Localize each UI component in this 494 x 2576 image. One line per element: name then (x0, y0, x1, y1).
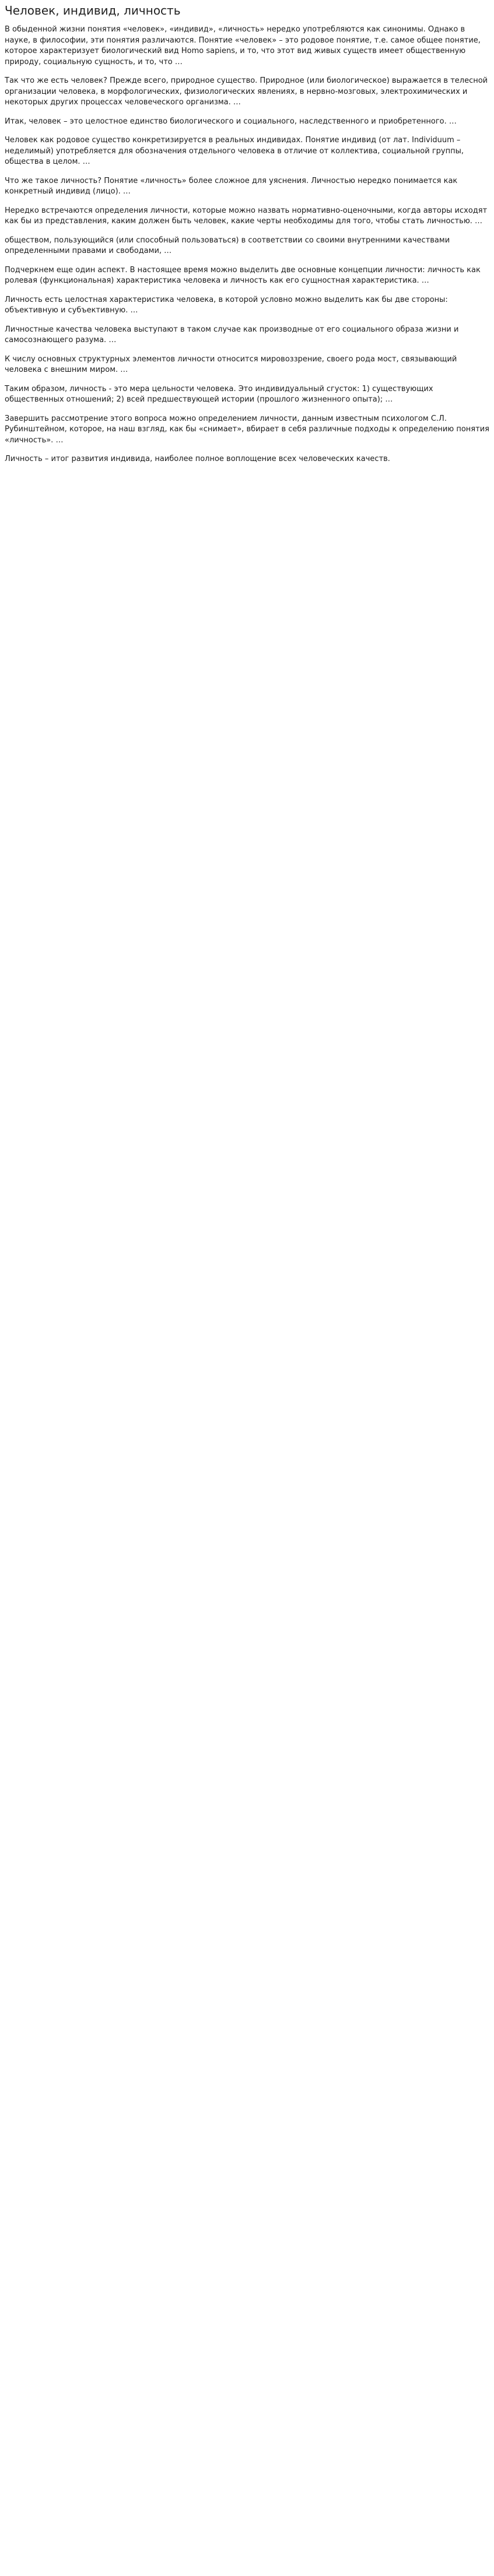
paragraph: обществом, пользующийся (или способный пользоваться) в соответствии со своими внутренними качествами определенными правами и свободами, … (5, 235, 450, 255)
paragraph: Так что же есть человек? Прежде всего, природное существо. Природное (или биологическое) выражается в телесной организации человека, в морфологических, физиологических явлениях, в нервно-мозговых, электрохимических и некоторых других процессах человеческого организма. … (5, 76, 488, 107)
paragraph: Итак, человек – это целостное единство биологического и социального, наследственного и приобретенного. … (5, 117, 457, 126)
article (0, 3, 494, 483)
paragraph: Человек как родовое существо конкретизируется в реальных индивидах. Понятие индивид (от лат. Individuum – неделимый) употребляется для обозначения отдельного человека в отличие от коллектива, социальной группы, общества в целом. … (5, 136, 464, 166)
paragraph: Таким образом, личность - это мера цельности человека. Это индивидуальный сгусток: 1) существующих общественных отношений; 2) всей предшествующей истории (прошлого жизненного опыта); … (5, 384, 433, 404)
paragraph: Что же такое личность? Понятие «личность» более сложное для уяснения. Личностью нередко понимается как конкретный индивид (лицо). … (5, 176, 458, 196)
paragraph: Личность – итог развития индивида, наиболее полное воплощение всех человеческих качеств. (5, 455, 390, 463)
paragraph: Подчеркнем еще один аспект. В настоящее время можно выделить две основные концепции личности: личность как ролевая (функциональная) характеристика человека и личность как его сущностная характеристика. … (5, 265, 481, 285)
paragraph: Завершить рассмотрение этого вопроса можно определением личности, данным известным психологом С.Л. Рубинштейном, которое, на наш взгляд, как бы «снимает», вбирает в себя различные подходы к определению понятия «личность». … (5, 414, 489, 445)
article-body (5, 24, 489, 465)
paragraph: В обыденной жизни понятия «человек», «индивид», «личность» нередко употребляются как синонимы. Однако в науке, в философии, эти понятия различаются. Понятие «человек» – это родовое понятие, т.е. самое общее понятие, которое характеризует биологический вид Homo sapiens, и то, что этот вид живых существ имеет общественную природу, социальную сущность, и то, что … (5, 25, 481, 66)
paragraph: Личностные качества человека выступают в таком случае как производные от его социального образа жизни и самосознающего разума. … (5, 325, 459, 344)
paragraph: Личность есть целостная характеристика человека, в которой условно можно выделить как бы две стороны: объективную и субъективную. … (5, 295, 448, 315)
paragraph: К числу основных структурных элементов личности относится мировоззрение, своего рода мост, связывающий человека с внешним миром. … (5, 354, 457, 374)
paragraph: Нередко встречаются определения личности, которые можно назвать нормативно-оценочными, когда авторы исходят как бы из представления, каким должен быть человек, какие черты необходимы для того, чтобы стать личностью. … (5, 206, 488, 226)
page-title: Человек, индивид, личность (5, 3, 181, 17)
